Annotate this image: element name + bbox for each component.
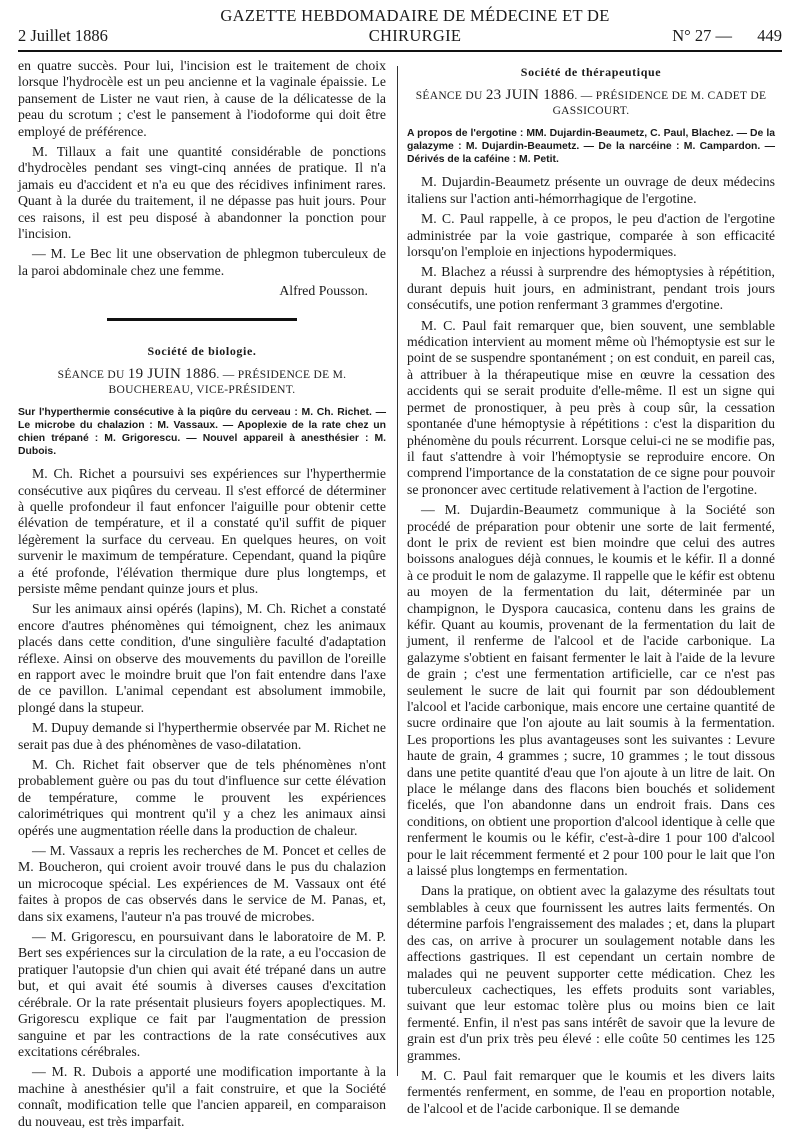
- right-column: [407, 58, 775, 1116]
- paragraph: M. Tillaux a fait une quantité considérable de ponctions d'hydrocèles pendant ses vingt-cinq années de pratique. Il n'a jamais eu d'accident et n'a eu que des récidives infiniment rares. Quant à la durée du traitement, il ne dépasse pas huit jours. Pour ces raisons, il est peu disposé à abandonner la ponction pour l'incision.: [18, 144, 386, 242]
- section-separator: [107, 318, 297, 321]
- paragraph: — M. Grigorescu, en poursuivant dans le laboratoire de M. P. Bert ses expériences sur la circulation de la rate, a eu l'occasion de pratiquer l'autopsie d'un chien qui avait été trépané dans un autre but, et qui avait été soumis à diverses causes d'excitation cérébrale. Or la rate présentait plusieurs foyers apoplectiques. M. Grigorescu explique ce fait par l'augmentation de pression sanguine et par les contractions de la rate consécutives aux excitations cérébrales.: [18, 929, 386, 1059]
- paragraph: — M. Dujardin-Beaumetz communique à la Société son procédé de préparation pour obtenir une sorte de lait fermenté, dont le prix de revient est bien moindre que celui des autres boissons analogues déjà connues, le koumis et le kéfir. Il a donné à ce produit le nom de galazyme. Il rappelle que le kéfir est obtenu au moyen de la fermentation du lait, déterminée par un champignon, le Dyspora caucasica, contenu dans les grains de kéfir. Quant au koumis, provenant de la fermentation du lait de jument, il renferme de l'alcool et de l'acide carbonique. La galazyme s'obtient en faisant fermenter le lait à l'aide de la levure de grain ; c'est une fermentation artificielle, car ce n'est pas seulement le sucre de lait qui fournit par son dédoublement l'alcool et l'acide carbonique, mais encore une certaine quantité de sucre ordinaire que l'on ajoute au lait soumis à la fermentation. Les proportions les plus avantageuses sont les suivantes : Levure haute de grain, 4 grammes ; sucre, 10 grammes ; le tout dissous dans une petite quantité d'eau que l'on ajoute à un litre de lait. On place le mélange dans des flacons bien bouchés et solidement ficelés, que l'on abandonne dans un endroit frais. Dans ces conditions, on obtient une proportion d'alcool identique à celle que renferment le koumis ou le kéfir, c'est-à-dire 1 pour 100 d'alcool pour le lait récemment fermenté et 2 pour 100 pour le lait que l'on a laissé plus longtemps en fermentation.: [407, 502, 775, 879]
- session-presidency: . — PRÉSIDENCE DE M. CADET DE GASSICOURT.: [552, 90, 767, 118]
- paragraph: M. Ch. Richet a poursuivi ses expériences sur l'hyperthermie consécutive aux piqûres du cerveau. Il s'est efforcé de déterminer à quelle profondeur il faut enfoncer l'aiguille pour obtenir cette élévation de température, et il a constaté qu'il suffit de piquer légèrement la surface du cerveau. En quelques heures, on voit survenir le maximum de température. Cependant, quand la piqûre a été profonde, l'élévation thermique dure plus longtemps, et persiste même pendant quinze jours et plus.: [18, 466, 386, 596]
- session-heading: [18, 367, 386, 398]
- paragraph: — M. R. Dubois a apporté une modification importante à la machine à anesthésier qu'il a fait construire, et que la Société connaît, modification telle que l'ancien appareil, en comparaison du nouveau, est très imparfait.: [18, 1064, 386, 1129]
- paragraph: Sur les animaux ainsi opérés (lapins), M. Ch. Richet a constaté encore d'autres phénomènes qui témoignent, chez les animaux placés dans cette condition, d'une singulière faculté d'adaptation réflexe. Ainsi on observe des mouvements du pavillon de l'oreille en rapport avec le moindre bruit que l'on fait entendre dans l'axe de ce pavillon. L'animal cependant est absolument immobile, plongé dans la stupeur.: [18, 601, 386, 715]
- paragraph: M. Dupuy demande si l'hyperthermie observée par M. Richet ne serait pas due à des phénomènes de vaso-dilatation.: [18, 720, 386, 752]
- page-number: 449: [757, 26, 782, 45]
- issue-date: 2 Juillet 1886: [18, 26, 108, 45]
- session-heading: [407, 88, 775, 119]
- paragraph: — M. Vassaux a repris les recherches de M. Poncet et celles de M. Boucheron, qui croient avoir trouvé dans le pus du chalazion un microcoque spécial. Les expériences de M. Vassaux ont été faites à propos de cas observés dans le service de M. Panas, et, dans six examens, l'auteur n'a pas trouvé de microbes.: [18, 843, 386, 924]
- paragraph: M. Dujardin-Beaumetz présente un ouvrage de deux médecins italiens sur l'action anti-hémorrhagique de l'ergotine.: [407, 174, 775, 206]
- paragraph: — M. Le Bec lit une observation de phlegmon tuberculeux de la paroi abdominale chez une femme.: [18, 246, 386, 278]
- issue-number: N° 27 —: [672, 26, 732, 45]
- section-title: Société de biologie.: [147, 343, 257, 358]
- session-summary: A propos de l'ergotine : MM. Dujardin-Beaumetz, C. Paul, Blachez. — De la galazyme : M. Dujardin-Beaumetz. — De la narcéine : M. Campardon. — Dérivés de la caféine : M. Petit.: [407, 128, 775, 166]
- paragraph: M. Ch. Richet fait observer que de tels phénomènes n'ont probablement guère ou pas du tout d'influence sur cette élévation de température, comme le prouvent les expériences calorimétriques qui montrent qu'il y a chez les animaux ainsi opérés une augmentation réelle dans la production de chaleur.: [18, 757, 386, 838]
- journal-title: GAZETTE HEBDOMADAIRE DE MÉDECINE ET DE CHIRURGIE: [220, 6, 610, 45]
- paragraph: M. C. Paul fait remarquer que, bien souvent, une semblable médication intervient au moment même où l'hémoptysie est sur le point de se suspendre spontanément ; on est conduit, en pareil cas, à attribuer à la thérapeutique mise en œuvre la cessation des accidents qui se serait produite d'elle-même. Il est un signe qui permet de pronostiquer, à peu près à coup sûr, la cessation spontanée d'une hémoptysie à répétitions : c'est la disparition du phénomène du pouls récurrent. Lorsque celui-ci ne se modifie pas, il faut s'attendre à voir l'hémoptysie se reproduire encore. On comprend l'importance de la constatation de ce signe pour pouvoir se prononcer avec certitude relativement à l'action de l'ergotine.: [407, 317, 775, 497]
- author-signature: Alfred Pousson.: [279, 283, 368, 299]
- column-divider: [397, 66, 398, 1076]
- session-date: 23 JUIN 1886: [485, 87, 575, 104]
- session-presidency: . — PRÉSIDENCE DE M. BOUCHEREAU, VICE-PRÉSIDENT.: [108, 369, 347, 397]
- paragraph: Dans la pratique, on obtient avec la galazyme des résultats tout semblables à ceux que fournissent les autres laits fermentés. On détermine parfois l'engraissement des malades ; et, dans la plupart des cas, on arrive à procurer un soulagement notable dans les affections gastriques. Il est cependant un certain nombre de malades qui ne peuvent supporter cette médication. Chez les tuberculeux cachectiques, les effets produits sont variables, suivant que leur estomac tolère plus ou moins bien ce lait fermenté. Enfin, il n'est pas sans intérêt de savoir que la levure de grain est d'un prix très peu élevé : elle coûte 50 centimes les 125 grammes.: [407, 883, 775, 1063]
- page-header: [18, 6, 782, 52]
- paragraph: M. C. Paul rappelle, à ce propos, le peu d'action de l'ergotine administrée par la voie gastrique, comparée à son efficacité lorsqu'on l'emploie en injections hypodermiques.: [407, 211, 775, 260]
- left-column: [18, 58, 386, 1129]
- paragraph: M. C. Paul fait remarquer que le koumis et les divers laits fermentés renferment, en somme, de l'eau en proportion notable, de l'alcool et de l'acide carbonique. Il se demande: [407, 1067, 775, 1116]
- paragraph: M. Blachez a réussi à surprendre des hémoptysies à répétition, durant depuis huit jours, en administrant, pendant trois jours consécutifs, une potion renfermant 3 grammes d'ergotine.: [407, 264, 775, 313]
- session-label: SÉANCE DU: [57, 369, 125, 382]
- section-title: Société de thérapeutique: [520, 65, 662, 79]
- paragraph: en quatre succès. Pour lui, l'incision est le traitement de choix lorsque l'hydrocèle est un peu ancienne et la vaginale épaissie. Le pansement de Lister ne vaut rien, à cause de la délicatesse de la peau du scrotum ; c'est le pansement à l'iodoforme qui doit être employé de préférence.: [18, 58, 386, 139]
- session-label: SÉANCE DU: [415, 90, 483, 103]
- session-summary: Sur l'hyperthermie consécutive à la piqûre du cerveau : M. Ch. Richet. — Le microbe du chalazion : M. Vassaux. — Apoplexie de la rate chez un chien trépané : M. Grigorescu. — Nouvel appareil à anesthésier : M. Dubois.: [18, 407, 386, 458]
- session-date: 19 JUIN 1886: [127, 366, 217, 383]
